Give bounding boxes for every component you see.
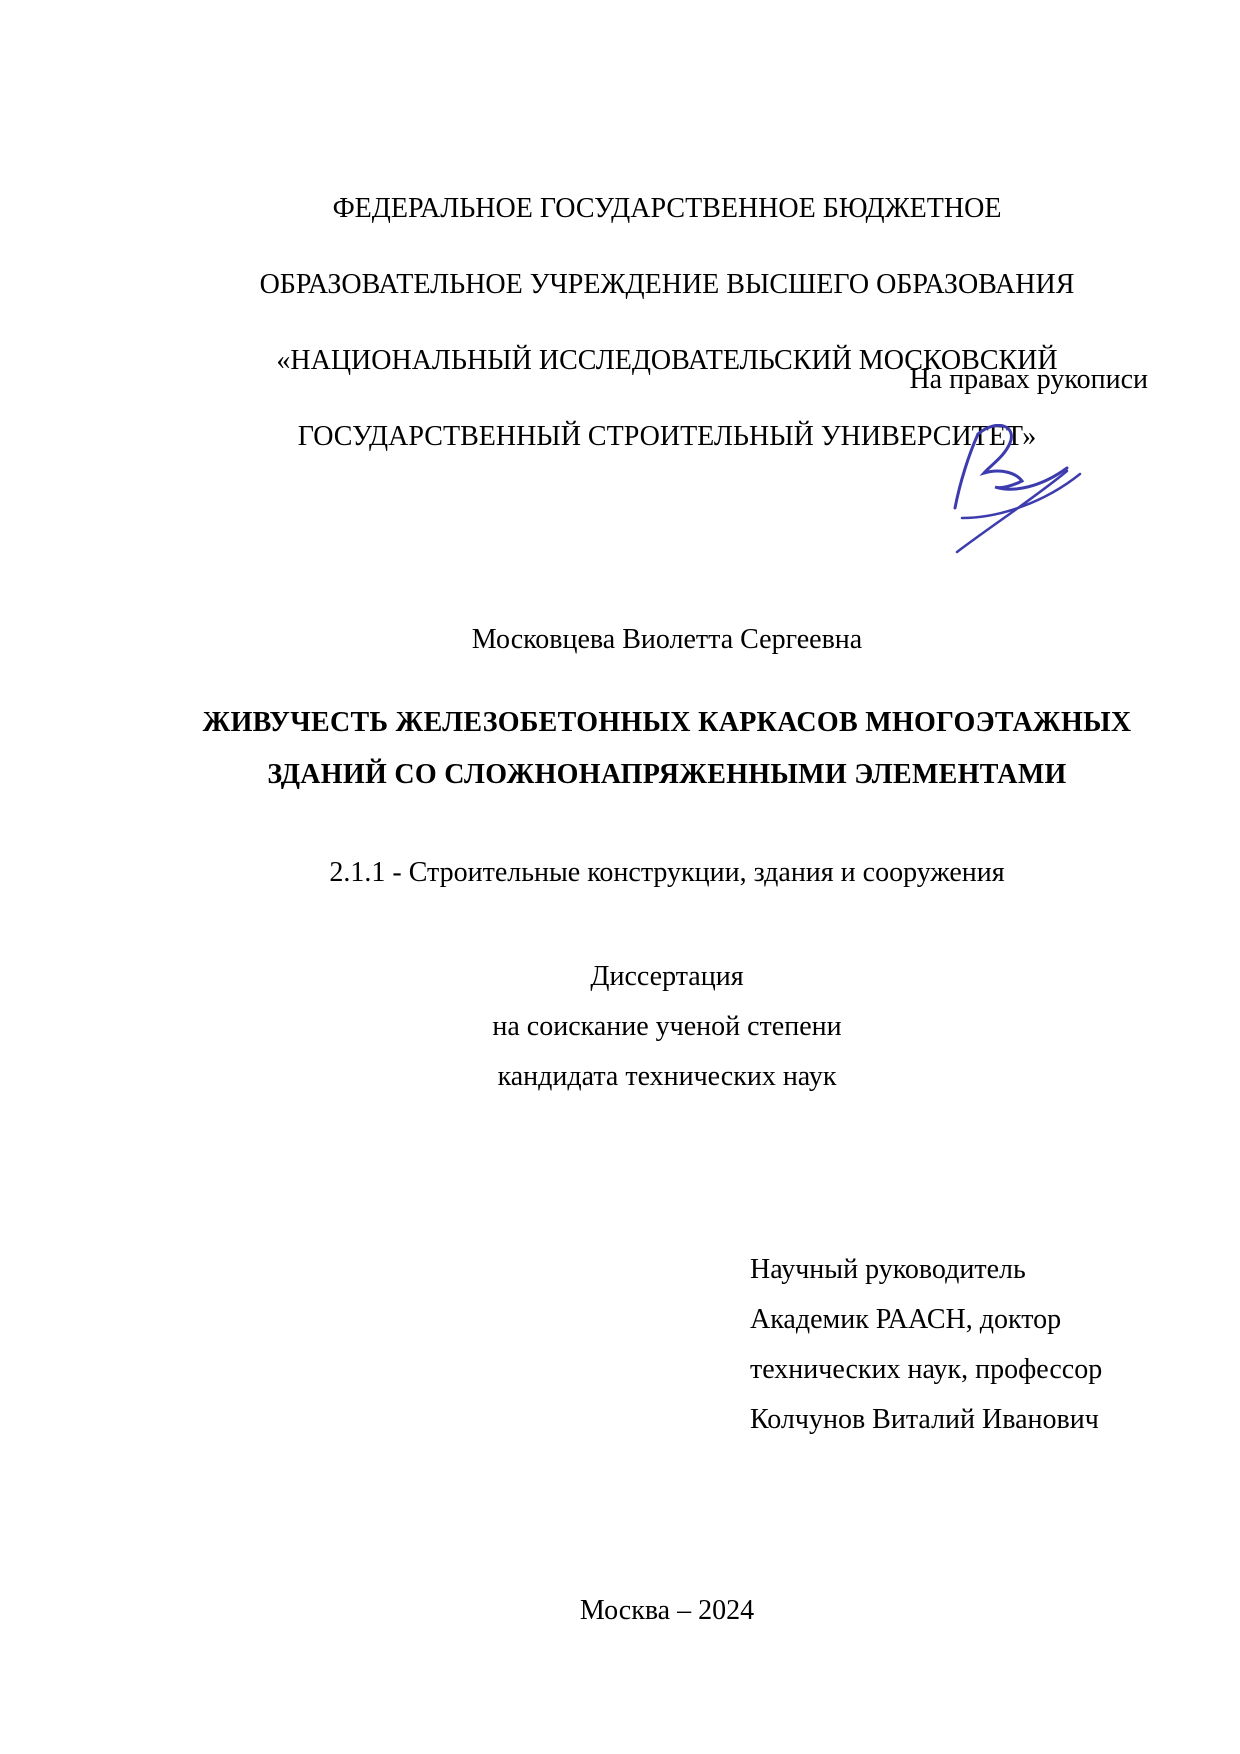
signature-scribble: [945, 424, 1095, 559]
supervisor-line: Колчунов Виталий Иванович: [750, 1404, 1099, 1435]
institution-line: «НАЦИОНАЛЬНЫЙ ИССЛЕДОВАТЕЛЬСКИЙ МОСКОВСКИЙ: [276, 345, 1058, 376]
degree-line: Диссертация: [590, 961, 744, 992]
supervisor-line: Академик РААСН, доктор: [750, 1304, 1062, 1335]
dissertation-title-line: ЗДАНИЙ СО СЛОЖНОНАПРЯЖЕННЫМИ ЭЛЕМЕНТАМИ: [267, 759, 1067, 790]
degree-statement: [186, 952, 1148, 1102]
author-name: Московцева Виолетта Сергеевна: [471, 624, 863, 655]
supervisor-block: [750, 1245, 1102, 1445]
handwritten-signature-icon: [945, 424, 1095, 559]
specialty-code: 2.1.1 - Строительные конструкции, здания и сооружения: [329, 857, 1005, 888]
dissertation-title-line: ЖИВУЧЕСТЬ ЖЕЛЕЗОБЕТОННЫХ КАРКАСОВ МНОГОЭТАЖНЫХ: [202, 707, 1132, 738]
institution-line: ФЕДЕРАЛЬНОЕ ГОСУДАРСТВЕННОЕ БЮДЖЕТНОЕ: [332, 193, 1002, 224]
institution-line: ОБРАЗОВАТЕЛЬНОЕ УЧРЕЖДЕНИЕ ВЫСШЕГО ОБРАЗОВАНИЯ: [259, 269, 1075, 300]
supervisor-line: Научный руководитель: [750, 1254, 1026, 1285]
city-and-year: Москва – 2024: [579, 1595, 755, 1626]
institution-line: ГОСУДАРСТВЕННЫЙ СТРОИТЕЛЬНЫЙ УНИВЕРСИТЕТ»: [297, 421, 1037, 452]
degree-line: на соискание ученой степени: [492, 1011, 842, 1042]
manuscript-rights-note: На правах рукописи: [909, 364, 1148, 395]
supervisor-line: технических наук, профессор: [750, 1354, 1103, 1385]
dissertation-title: [186, 697, 1148, 801]
degree-line: кандидата технических наук: [497, 1061, 837, 1092]
